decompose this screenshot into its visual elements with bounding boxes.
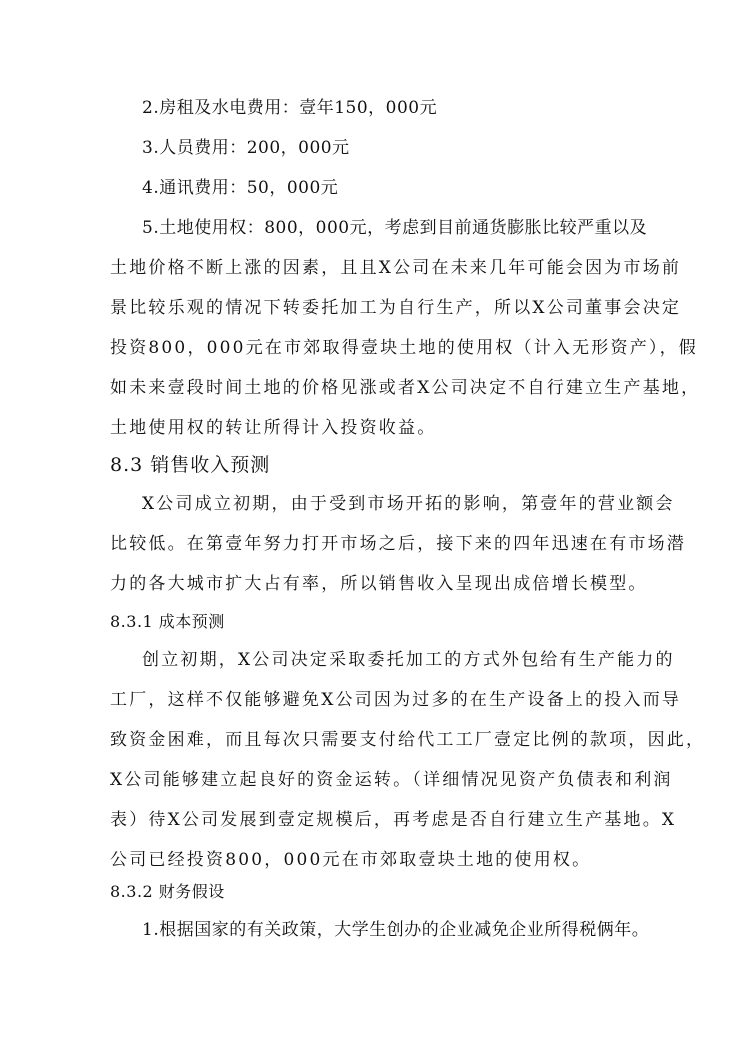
paragraph-sales-line-2: 比较低。在第壹年努力打开市场之后，接下来的四年迅速在有市场潜 (110, 534, 686, 554)
paragraph-land-line-2: 土地价格不断上涨的因素，且且X公司在未来几年可能会因为市场前 (110, 258, 682, 278)
paragraph-land-line-4: 投资800，000元在市郊取得壹块土地的使用权（计入无形资产），假 (110, 338, 698, 358)
paragraph-cost-line-2: 工厂，这样不仅能够避免X公司因为过多的在生产设备上的投入而导 (110, 690, 682, 710)
section-heading-8-3-2: 8.3.2 财务假设 (110, 882, 225, 901)
paragraph-land-line-6: 土地使用权的转让所得计入投资收益。 (110, 418, 437, 438)
paragraph-cost-line-6: 公司已经投资800，000元在市郊取壹块土地的使用权。 (110, 850, 592, 870)
section-heading-8-3: 8.3 销售收入预测 (110, 454, 271, 476)
paragraph-cost-line-3: 致资金困难，而且每次只需要支付给代工工厂壹定比例的款项，因此， (110, 730, 706, 750)
expense-item-staff: 3.人员费用：200，000元 (142, 138, 350, 158)
expense-item-rent: 2.房租及水电费用：壹年150，000元 (142, 98, 438, 118)
section-heading-8-3-1: 8.3.1 成本预测 (110, 612, 225, 631)
paragraph-sales-line-1: X公司成立初期，由于受到市场开拓的影响，第壹年的营业额会 (142, 494, 675, 514)
paragraph-land-line-1: 5.土地使用权：800，000元，考虑到目前通货膨胀比较严重以及 (142, 218, 648, 238)
paragraph-finance-line-1: 1.根据国家的有关政策，大学生创办的企业减免企业所得税俩年。 (142, 920, 650, 940)
paragraph-cost-line-4: X公司能够建立起良好的资金运转。（详细情况见资产负债表和利润 (110, 770, 673, 790)
paragraph-land-line-5: 如未来壹段时间土地的价格见涨或者X公司决定不自行建立生产基地， (110, 378, 701, 398)
paragraph-cost-line-5: 表）待X公司发展到壹定规模后，再考虑是否自行建立生产基地。X (110, 810, 677, 830)
paragraph-sales-line-3: 力的各大城市扩大占有率，所以销售收入呈现出成倍增长模型。 (110, 574, 648, 594)
expense-item-communication: 4.通讯费用：50，000元 (142, 178, 339, 198)
paragraph-cost-line-1: 创立初期，X公司决定采取委托加工的方式外包给有生产能力的 (142, 650, 675, 670)
paragraph-land-line-3: 景比较乐观的情况下转委托加工为自行生产，所以X公司董事会决定 (110, 298, 682, 318)
